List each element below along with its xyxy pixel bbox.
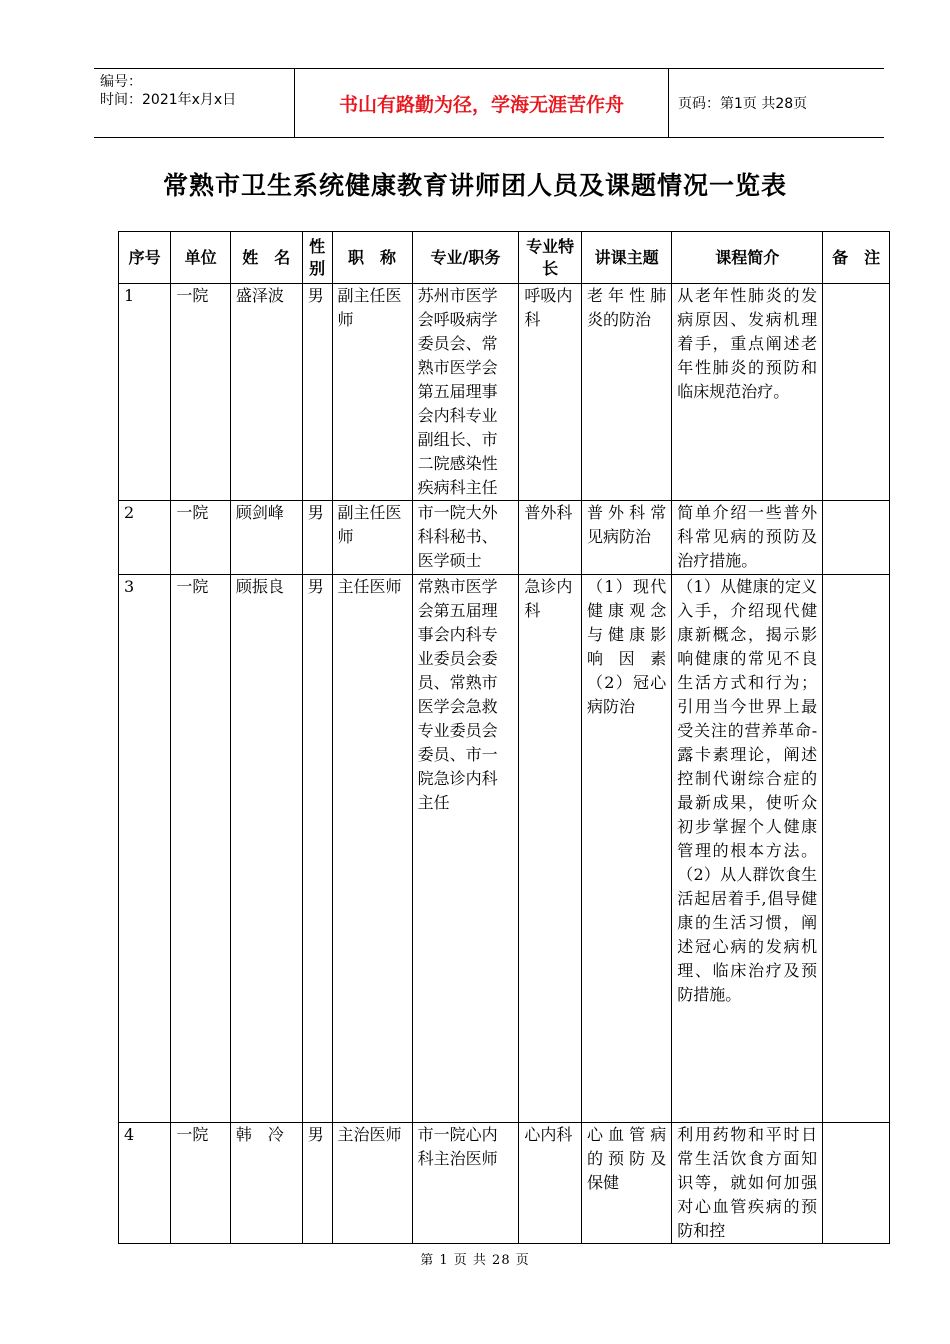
cell-duty: 市一院心内科主治医师	[412, 1123, 519, 1244]
cell-name: 顾振良	[230, 575, 302, 1123]
cell-specialty: 呼吸内科	[519, 284, 582, 501]
cell-unit: 一院	[171, 501, 231, 575]
cell-unit: 一院	[171, 575, 231, 1123]
cell-topic: 普外科常见病防治	[581, 501, 671, 575]
header-page-label: 页码：第1页 共28页	[678, 96, 808, 112]
header-divider	[668, 69, 669, 137]
cell-rank: 副主任医师	[332, 284, 412, 501]
table-row	[119, 1123, 890, 1244]
cell-summary: 利用药物和平时日常生活饮食方面知识等，就如何加强对心血管疾病的预防和控	[672, 1123, 823, 1244]
table-row	[119, 575, 890, 1123]
cell-specialty: 急诊内科	[519, 575, 582, 1123]
table-row	[119, 284, 890, 501]
column-header: 专业/职务	[412, 232, 519, 284]
cell-unit: 一院	[171, 284, 231, 501]
cell-duty: 苏州市医学会呼吸病学委员会、常熟市医学会第五届理事会内科专业副组长、市二院感染性疾病科主任	[412, 284, 519, 501]
column-header: 序号	[119, 232, 171, 284]
cell-topic: 老年性肺炎的防治	[581, 284, 671, 501]
column-header: 课程简介	[672, 232, 823, 284]
column-header: 备 注	[823, 232, 890, 284]
cell-unit: 一院	[171, 1123, 231, 1244]
header-motto: 书山有路勤为径，学海无涯苦作舟	[338, 93, 624, 116]
cell-rank: 主治医师	[332, 1123, 412, 1244]
cell-seq: 3	[119, 575, 171, 1123]
cell-duty: 市一院大外科科秘书、医学硕士	[412, 501, 519, 575]
cell-summary: 简单介绍一些普外科常见病的预防及治疗措施。	[672, 501, 823, 575]
cell-topic: （1）现代健康观念与健康影响因素（2）冠心病防治	[581, 575, 671, 1123]
cell-note	[823, 501, 890, 575]
cell-summary: 从老年性肺炎的发病原因、发病机理 着手，重点阐述老年性肺炎的预防和临床规范治疗。	[672, 284, 823, 501]
cell-topic: 心血管病的预防及保健	[581, 1123, 671, 1244]
cell-specialty: 普外科	[519, 501, 582, 575]
cell-gender: 男	[302, 501, 332, 575]
cell-note	[823, 284, 890, 501]
cell-gender: 男	[302, 1123, 332, 1244]
cell-name: 韩 冷	[230, 1123, 302, 1244]
cell-rank: 副主任医师	[332, 501, 412, 575]
cell-rank: 主任医师	[332, 575, 412, 1123]
code-label: 编号：	[100, 74, 142, 90]
cell-note	[823, 575, 890, 1123]
time-label: 时间：2021年x月x日	[100, 92, 237, 108]
cell-duty: 常熟市医学会第五届理事会内科专业委员会委员、常熟市医学会急救专业委员会委员、市一院急诊内科主任	[412, 575, 519, 1123]
cell-name: 顾剑峰	[230, 501, 302, 575]
table-row	[119, 501, 890, 575]
header-meta	[100, 73, 295, 109]
cell-seq: 4	[119, 1123, 171, 1244]
cell-gender: 男	[302, 284, 332, 501]
cell-specialty: 心内科	[519, 1123, 582, 1244]
cell-name: 盛泽波	[230, 284, 302, 501]
cell-summary: （1）从健康的定义入手，介绍现代健康新概念，揭示影响健康的常见不良生活方式和行为；引用当今世界上最受关注的营养革命-露卡素理论，阐述控制代谢综合症的最新成果，使听众初步掌握个人健康管理的根本方法。（2）从人群饮食生活起居着手,倡导健康的生活习惯，阐述冠心病的发病机理、临床治疗及预防措施。	[672, 575, 823, 1123]
column-header: 讲课主题	[581, 232, 671, 284]
cell-seq: 2	[119, 501, 171, 575]
cell-gender: 男	[302, 575, 332, 1123]
column-header: 职 称	[332, 232, 412, 284]
personnel-table	[118, 231, 890, 1244]
column-header: 性别	[302, 232, 332, 284]
column-header: 专业特长	[519, 232, 582, 284]
table-header-row	[119, 232, 890, 284]
cell-seq: 1	[119, 284, 171, 501]
document-header	[94, 68, 884, 138]
column-header: 姓 名	[230, 232, 302, 284]
column-header: 单位	[171, 232, 231, 284]
page-footer: 第 1 页 共 28 页	[420, 1253, 530, 1268]
cell-note	[823, 1123, 890, 1244]
document-title: 常熟市卫生系统健康教育讲师团人员及课题情况一览表	[162, 171, 787, 200]
